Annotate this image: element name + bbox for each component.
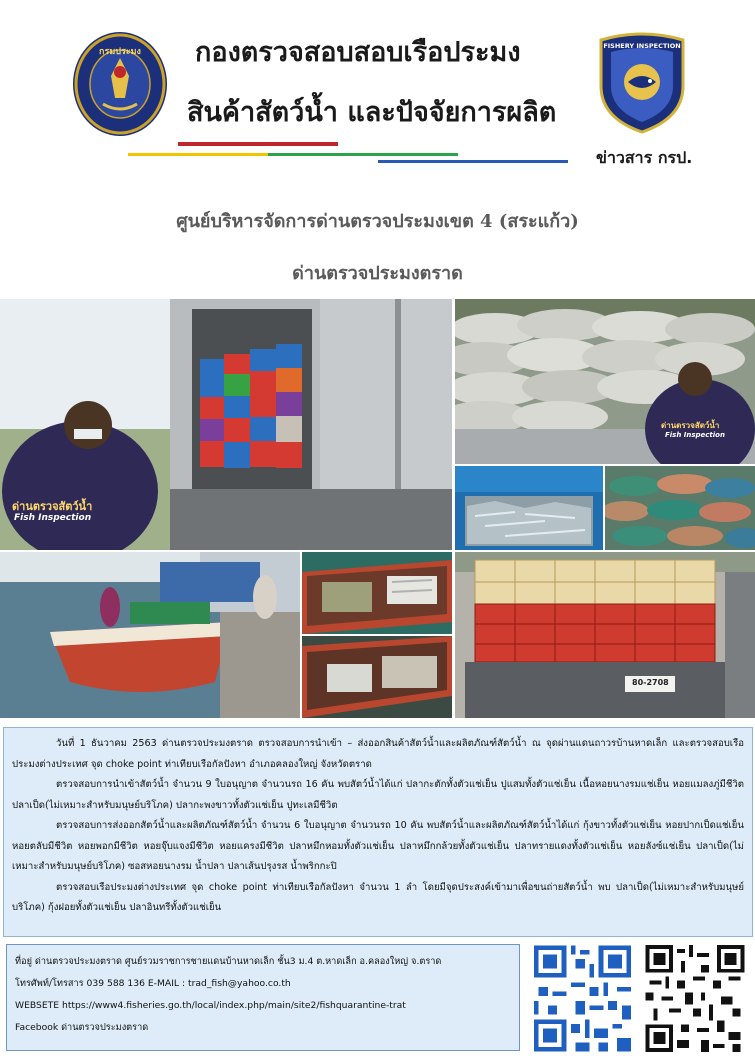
contact-address: ที่อยู่ ด่านตรวจประมงตราด ศูนย์รวมราชการชายแดนบ้านหาดเล็ก ชั้น3 ม.4 ต.หาดเล็ก อ.คลองใหญ่ จ.ตราด [15,956,442,967]
photo-boat-pier [0,552,300,718]
vest-text: ด่านตรวจสัตว์น้ำ [12,500,93,513]
header-rule-green [268,153,458,156]
report-text-panel [3,727,753,937]
right-seal-text: FISHERY INSPECTION [603,42,681,50]
contact-facebook: Facebook ด่านตรวจประมงตราด [15,1022,149,1033]
header-title-line2: สินค้าสัตว์น้ำ และปัจจัยการผลิต [187,97,557,128]
checkpoint-title: ด่านตรวจประมงตราด [292,263,463,284]
photo-sacks-truck [455,299,755,464]
news-label: ข่าวสาร กรป. [596,148,693,167]
qr-code-icon[interactable] [645,945,745,1052]
contact-website: WEBSETE https://www4.fisheries.go.th/local/index.php/main/site2/fishquarantine-trat [15,1000,406,1011]
photo-boat-catch [302,636,452,718]
photo-boat-containers [302,552,452,634]
vest-text-en: Fish Inspection [665,431,725,439]
photo-parrotfish [605,466,755,550]
paragraph-summary: วันที่ 1 ธันวาคม 2563 ด่านตรวจประมงตราด ตรวจสอบการนำเข้า – ส่งออกสินค้าสัตว์น้ำและผลิตภัณฑ์สัตว์น้ำ ณ จุดผ่านแดนถาวรบ้านหาดเล็ก และตรวจสอบเรือประมงต่างประเทศ จุด choke point ท่าเทียบเรือกัลปังหา อำเภอคลองใหญ่ จังหวัดตราด [12,738,744,770]
paragraph-export: ตรวจสอบการส่งออกสัตว์น้ำและผลิตภัณฑ์สัตว์น้ำ จำนวน 6 ใบอนุญาต จำนวนรถ 10 คัน พบสัตว์น้ำและผลิตภัณฑ์สัตว์น้ำได้แก่ กุ้งขาวทั้งตัวแช่เย็น หอยปากเป็ดแช่เย็น หอยตลับมีชีวิต หอยพอกมีชีวิต หอยจุ๊บแจงมีชีวิต หอยแครงมีชีวิต ปลาหมึกหอมทั้งตัวแช่เย็น ปลาหมึกกล้วยทั้งตัวแช่เย็น ปลาทรายแดงทั้งตัวแช่เย็น หอยลังซ์แช่เย็น ปลาเป็ด(ไม่เหมาะสำหรับมนุษย์บริโภค) ซอสหอยนางรม น้ำปลา ปลาเส้นปรุงรส น้ำพริกกะปิ [12,820,744,872]
department-seal-icon [73,32,167,136]
photo-fish-basket [455,466,603,550]
contact-phone-email: โทรศัพท์/โทรสาร 039 588 136 E-MAIL : trad_fish@yahoo.co.th [15,978,291,989]
vest-text-en: Fish Inspection [14,513,92,523]
left-seal-text: กรมประมง [99,47,141,57]
fishery-inspection-badge-icon [593,30,691,134]
office-title: ศูนย์บริหารจัดการด่านตรวจประมงเขต 4 (สระแก้ว) [176,211,579,232]
photo-boxes-truck [455,552,755,718]
header-rule-blue [378,160,568,163]
qr-code-icon[interactable] [534,945,631,1052]
paragraph-foreign-vessel: ตรวจสอบเรือประมงต่างประเทศ จุด choke point ท่าเทียบเรือกัลปังหา จำนวน 1 ลำ โดยมีจุดประสงค์เข้ามาเพื่อขนถ่ายสัตว์น้ำ พบ ปลาเป็ด(ไม่เหมาะสำหรับมนุษย์บริโภค) กุ้งฝอยทั้งตัวแช่เย็น ปลาอินทรีทั้งตัวแช่เย็น [12,881,744,913]
contact-box [6,944,520,1051]
vest-text: ด่านตรวจสัตว์น้ำ [661,421,720,430]
photo-truck-crates [0,299,452,550]
paragraph-import: ตรวจสอบการนำเข้าสัตว์น้ำ จำนวน 9 ใบอนุญาต จำนวนรถ 16 คัน พบสัตว์น้ำได้แก่ ปลากะตักทั้งตัวแช่เย็น ปูแสมทั้งตัวแช่เย็น เนื้อหอยนางรมแช่เย็น หอยแมลงภู่มีชีวิต ปลาเป็ด(ไม่เหมาะสำหรับมนุษย์บริโภค) ปลากะพงขาวทั้งตัวแช่เย็น ปูทะเลมีชีวิต [12,779,744,811]
license-plate: 80-2708 [632,678,669,687]
header-rule-red [178,142,338,146]
header-title-line1: กองตรวจสอบสอบเรือประมง [195,37,521,68]
